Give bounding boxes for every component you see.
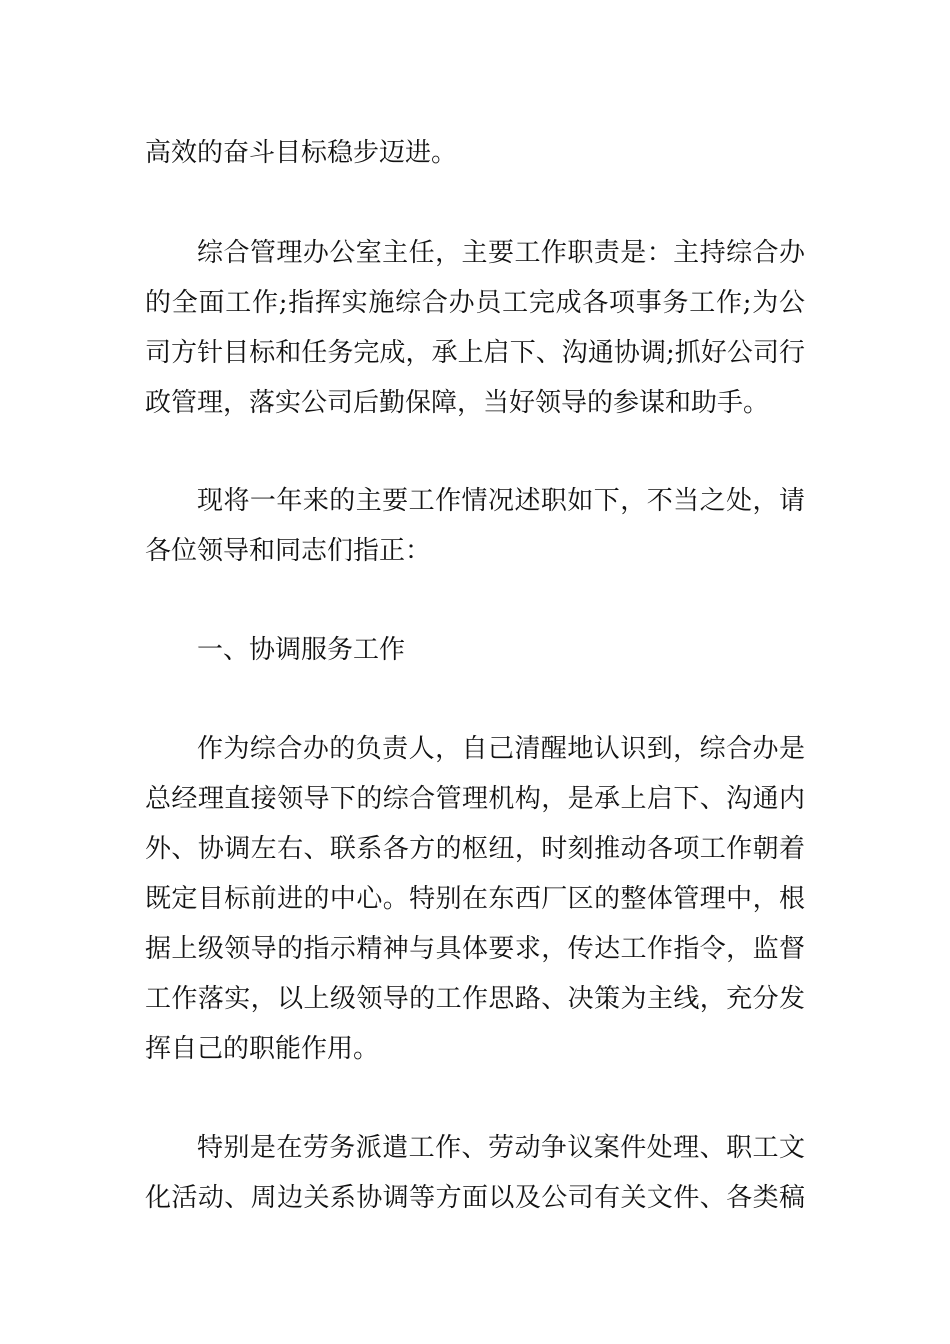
paragraph-5-line-3: 外、协调左右、联系各方的枢纽，时刻推动各项工作朝着 [145, 834, 805, 864]
paragraph-6-line-1: 特别是在劳务派遣工作、劳动争议案件处理、职工文 [197, 1133, 805, 1163]
paragraph-2-line-1: 综合管理办公室主任，主要工作职责是：主持综合办 [197, 238, 805, 268]
paragraph-5-line-1: 作为综合办的负责人，自己清醒地认识到，综合办是 [197, 734, 805, 764]
paragraph-3-line-2: 各位领导和同志们指正： [145, 536, 432, 566]
paragraph-5-line-7: 挥自己的职能作用。 [145, 1034, 380, 1064]
paragraph-3-line-1: 现将一年来的主要工作情况述职如下，不当之处，请 [197, 486, 805, 516]
paragraph-2-line-2: 的全面工作;指挥实施综合办员工完成各项事务工作;为公 [145, 288, 805, 318]
paragraph-2-line-4: 政管理，落实公司后勤保障，当好领导的参谋和助手。 [145, 388, 770, 418]
paragraph-5-line-2: 总经理直接领导下的综合管理机构，是承上启下、沟通内 [145, 784, 805, 814]
paragraph-6-line-2: 化活动、周边关系协调等方面以及公司有关文件、各类稿 [145, 1183, 805, 1213]
paragraph-5-line-6: 工作落实，以上级领导的工作思路、决策为主线，充分发 [145, 984, 805, 1014]
paragraph-1-line-1: 高效的奋斗目标稳步迈进。 [145, 138, 458, 168]
paragraph-2-line-3: 司方针目标和任务完成，承上启下、沟通协调;抓好公司行 [145, 338, 805, 368]
paragraph-5-line-4: 既定目标前进的中心。特别在东西厂区的整体管理中，根 [145, 884, 805, 914]
section-heading: 一、协调服务工作 [197, 635, 406, 665]
paragraph-5-line-5: 据上级领导的指示精神与具体要求，传达工作指令，监督 [145, 934, 805, 964]
